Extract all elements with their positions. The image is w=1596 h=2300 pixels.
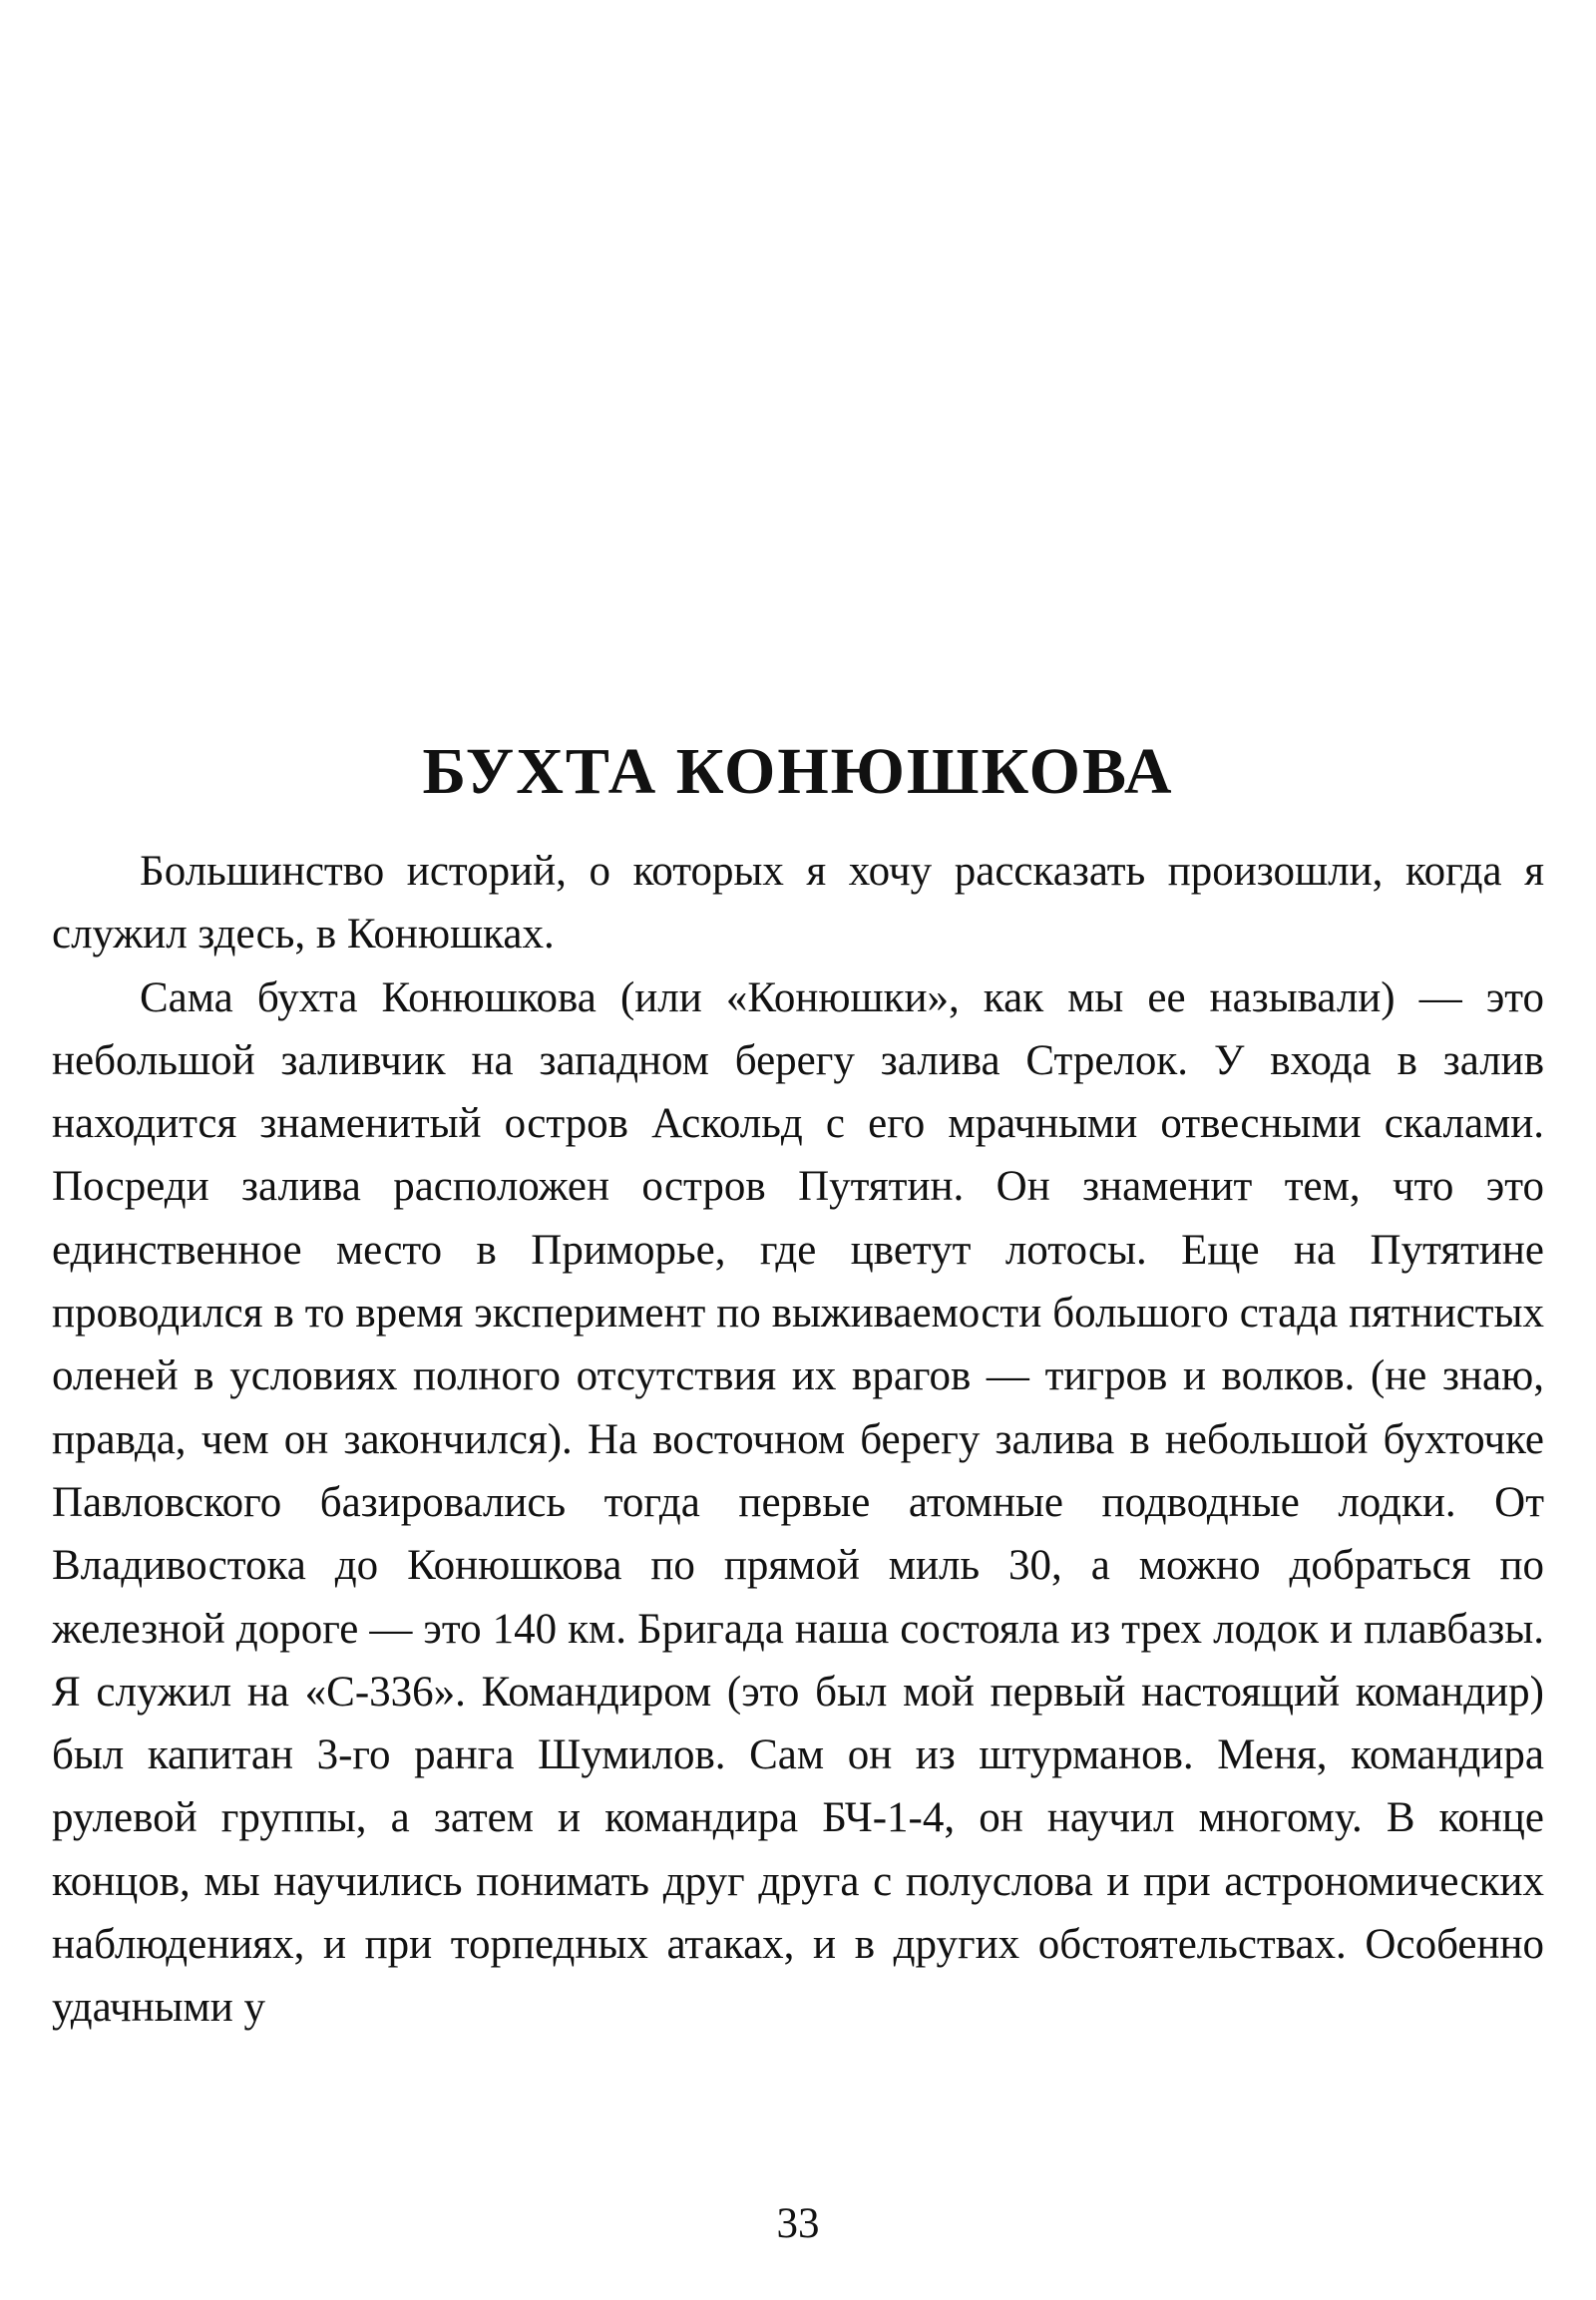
chapter-title: БУХТА КОНЮШКОВА <box>422 735 1174 809</box>
paragraph-2: Сама бухта Конюшкова (или «Конюшки», как мы ее называли) — это небольшой заливчик на западном берегу залива Стрелок. У входа в залив находится знаменитый остров Аскольд с его мрачными отвесными скалами. Посреди залива расположен остров Путятин. Он знаменит тем, что это единственное место в Приморье, где цветут лотосы. Еще на Путятине проводился в то время эксперимент по выживаемости большого стада пятнистых оленей в условиях полного отсутствия их врагов — тигров и волков. (не знаю, правда, чем он закончился). На восточном берегу залива в небольшой бухточке Павловского базировались тогда первые атомные подводные лодки. От Владивостока до Конюшкова по прямой миль 30, а можно добраться по железной дороге — это 140 км. Бригада наша состояла из трех лодок и плавбазы. Я служил на «С-336». Командиром (это был мой первый настоящий командир) был капитан 3-го ранга Шумилов. Сам он из штурманов. Меня, командира рулевой группы, а затем и командира БЧ-1-4, он научил многому. В конце концов, мы научились понимать друг друга с полуслова и при астрономических наблюдениях, и при торпедных атаках, и в других обстоятельствах. Особенно удачными у <box>52 973 1544 2032</box>
body-text <box>52 840 1544 2040</box>
paragraph-1: Большинство историй, о которых я хочу рассказать произошли, когда я служил здесь, в Конюшках. <box>52 848 1544 958</box>
page-number: 33 <box>776 2200 820 2247</box>
